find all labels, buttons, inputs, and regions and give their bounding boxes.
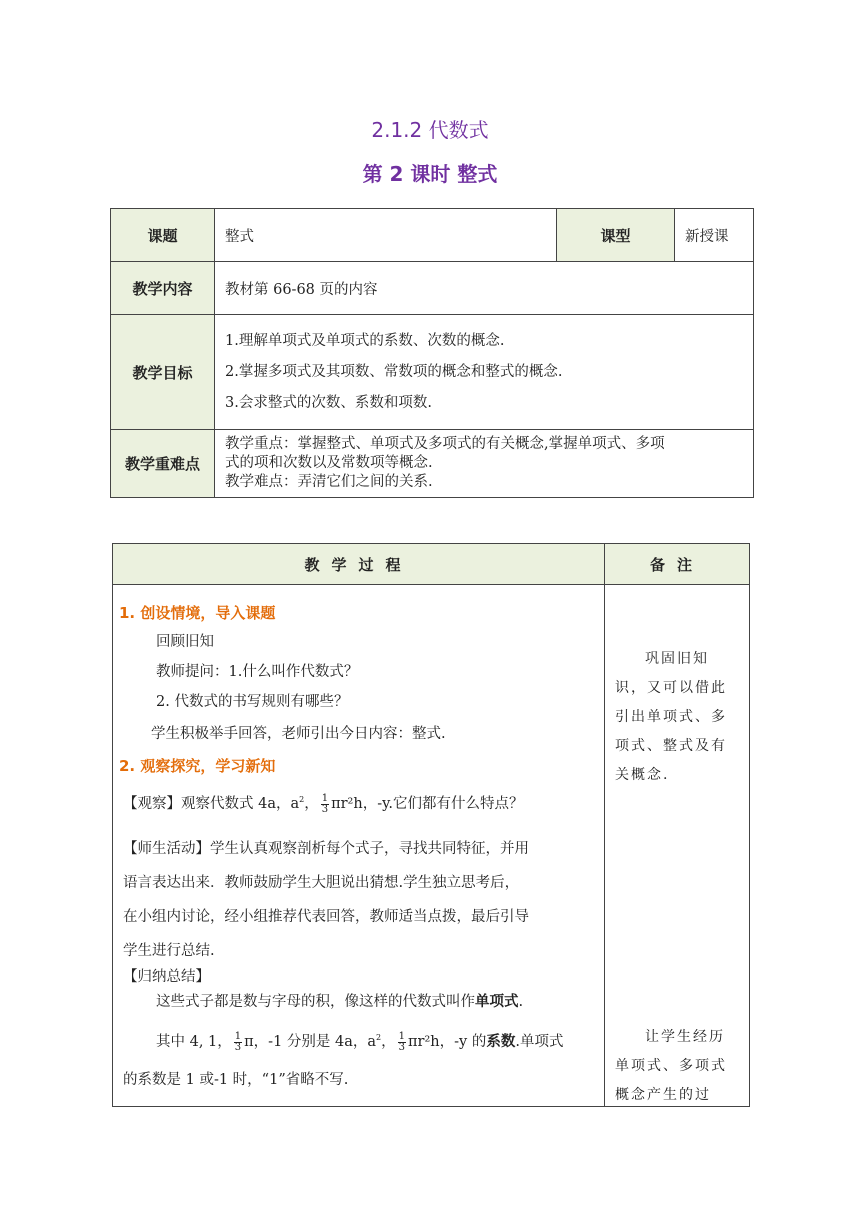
topic-value: 整式 — [215, 209, 557, 262]
note-line: 项式、整式及有 — [615, 738, 727, 754]
observe-text-b: ， — [304, 796, 319, 812]
fraction-one-third — [234, 1032, 242, 1053]
fraction-denominator: 3 — [234, 1041, 242, 1053]
fraction-denominator: 3 — [321, 803, 329, 815]
activity-line: 学生进行总结. — [123, 943, 215, 959]
fraction-numerator: 1 — [321, 792, 329, 804]
observe-text-c: πr²h，-y.它们都有什么特点？ — [331, 796, 524, 812]
fraction-numerator: 1 — [398, 1030, 406, 1042]
section2-title: 2. 观察探究，学习新知 — [119, 757, 276, 775]
keypoints-label: 教学重难点 — [111, 430, 215, 498]
note-line: 概念产生的过 — [615, 1087, 711, 1103]
section-title: 2.1.2 代数式 — [371, 118, 489, 142]
notes-header: 备注 — [605, 544, 750, 585]
note-line: 关概念. — [615, 767, 670, 783]
summary-label: 【归纳总结】 — [123, 969, 210, 985]
observe-line — [123, 792, 523, 815]
question-1: 教师提问：1.什么叫作代数式？ — [156, 664, 359, 680]
activity-line: 语言表达出来．教师鼓励学生大胆说出猜想.学生独立思考后， — [123, 875, 520, 891]
fraction-numerator: 1 — [234, 1030, 242, 1042]
summary-end: . — [518, 994, 524, 1010]
answer-text: 学生积极举手回答，老师引出今日内容：整式. — [151, 726, 446, 742]
content-value: 教材第 66-68 页的内容 — [215, 262, 754, 315]
coefficient-line-2: 的系数是 1 或-1 时，“1”省略不写. — [123, 1072, 349, 1088]
fraction-one-third — [321, 794, 329, 815]
goal-item: 3.会求整式的次数、系数和项数. — [225, 394, 432, 411]
summary-line — [156, 990, 523, 1011]
note-line: 识，又可以借此 — [615, 680, 727, 696]
keypoint-line: 教学难点：弄清它们之间的关系. — [225, 474, 433, 490]
monomial-term: 单项式 — [475, 993, 519, 1010]
topic-label: 课题 — [111, 209, 215, 262]
section1-title: 1. 创设情境，导入课题 — [119, 604, 276, 622]
coef-superscript: 2 — [376, 1033, 382, 1043]
note-line: 让学生经历 — [645, 1029, 725, 1045]
type-value: 新授课 — [675, 209, 754, 262]
coefficient-line — [156, 1030, 563, 1053]
summary-text: 这些式子都是数与字母的积，像这样的代数式叫作 — [156, 994, 475, 1010]
activity-line: 【师生活动】学生认真观察剖析每个式子，寻找共同特征，并用 — [123, 841, 529, 857]
goals-label: 教学目标 — [111, 315, 215, 430]
coefficient-term: 系数 — [486, 1033, 516, 1050]
lesson-info-table — [110, 208, 754, 498]
notes-content — [605, 585, 750, 1107]
note-line: 巩固旧知 — [645, 651, 709, 667]
keypoint-line: 式的项和次数以及常数项等概念. — [225, 455, 433, 471]
teaching-process-table — [112, 543, 750, 1107]
process-header: 教学过程 — [113, 544, 605, 585]
goals-list — [215, 315, 754, 430]
observe-text-a: 【观察】观察代数式 4a，a — [123, 796, 300, 812]
process-content — [113, 585, 605, 1107]
keypoint-line: 教学重点：掌握整式、单项式及多项式的有关概念,掌握单项式、多项 — [225, 436, 665, 452]
coef-text-c: ， — [381, 1034, 396, 1050]
coef-text-a: 其中 4, 1， — [156, 1034, 232, 1050]
keypoints-text — [215, 430, 754, 498]
content-label: 教学内容 — [111, 262, 215, 315]
review-text: 回顾旧知 — [156, 634, 214, 650]
fraction-denominator: 3 — [398, 1041, 406, 1053]
lesson-title: 第 2 课时 整式 — [362, 162, 498, 186]
note-2 — [615, 1023, 743, 1110]
goal-item: 2.掌握多项式及其项数、常数项的概念和整式的概念. — [225, 363, 563, 380]
type-label: 课型 — [557, 209, 675, 262]
coef-text-e: .单项式 — [515, 1034, 564, 1050]
note-1 — [615, 645, 743, 790]
activity-line: 在小组内讨论，经小组推荐代表回答，教师适当点拨，最后引导 — [123, 909, 529, 925]
observe-superscript: 2 — [299, 795, 305, 805]
coef-text-d: πr²h，-y 的 — [408, 1034, 487, 1050]
coef-text-b: π，-1 分别是 4a，a — [244, 1034, 377, 1050]
fraction-one-third — [398, 1032, 406, 1053]
goal-item: 1.理解单项式及单项式的系数、次数的概念. — [225, 332, 505, 349]
question-2: 2. 代数式的书写规则有哪些？ — [156, 694, 349, 710]
note-line: 引出单项式、多 — [615, 709, 727, 725]
note-line: 单项式、多项式 — [615, 1058, 727, 1074]
